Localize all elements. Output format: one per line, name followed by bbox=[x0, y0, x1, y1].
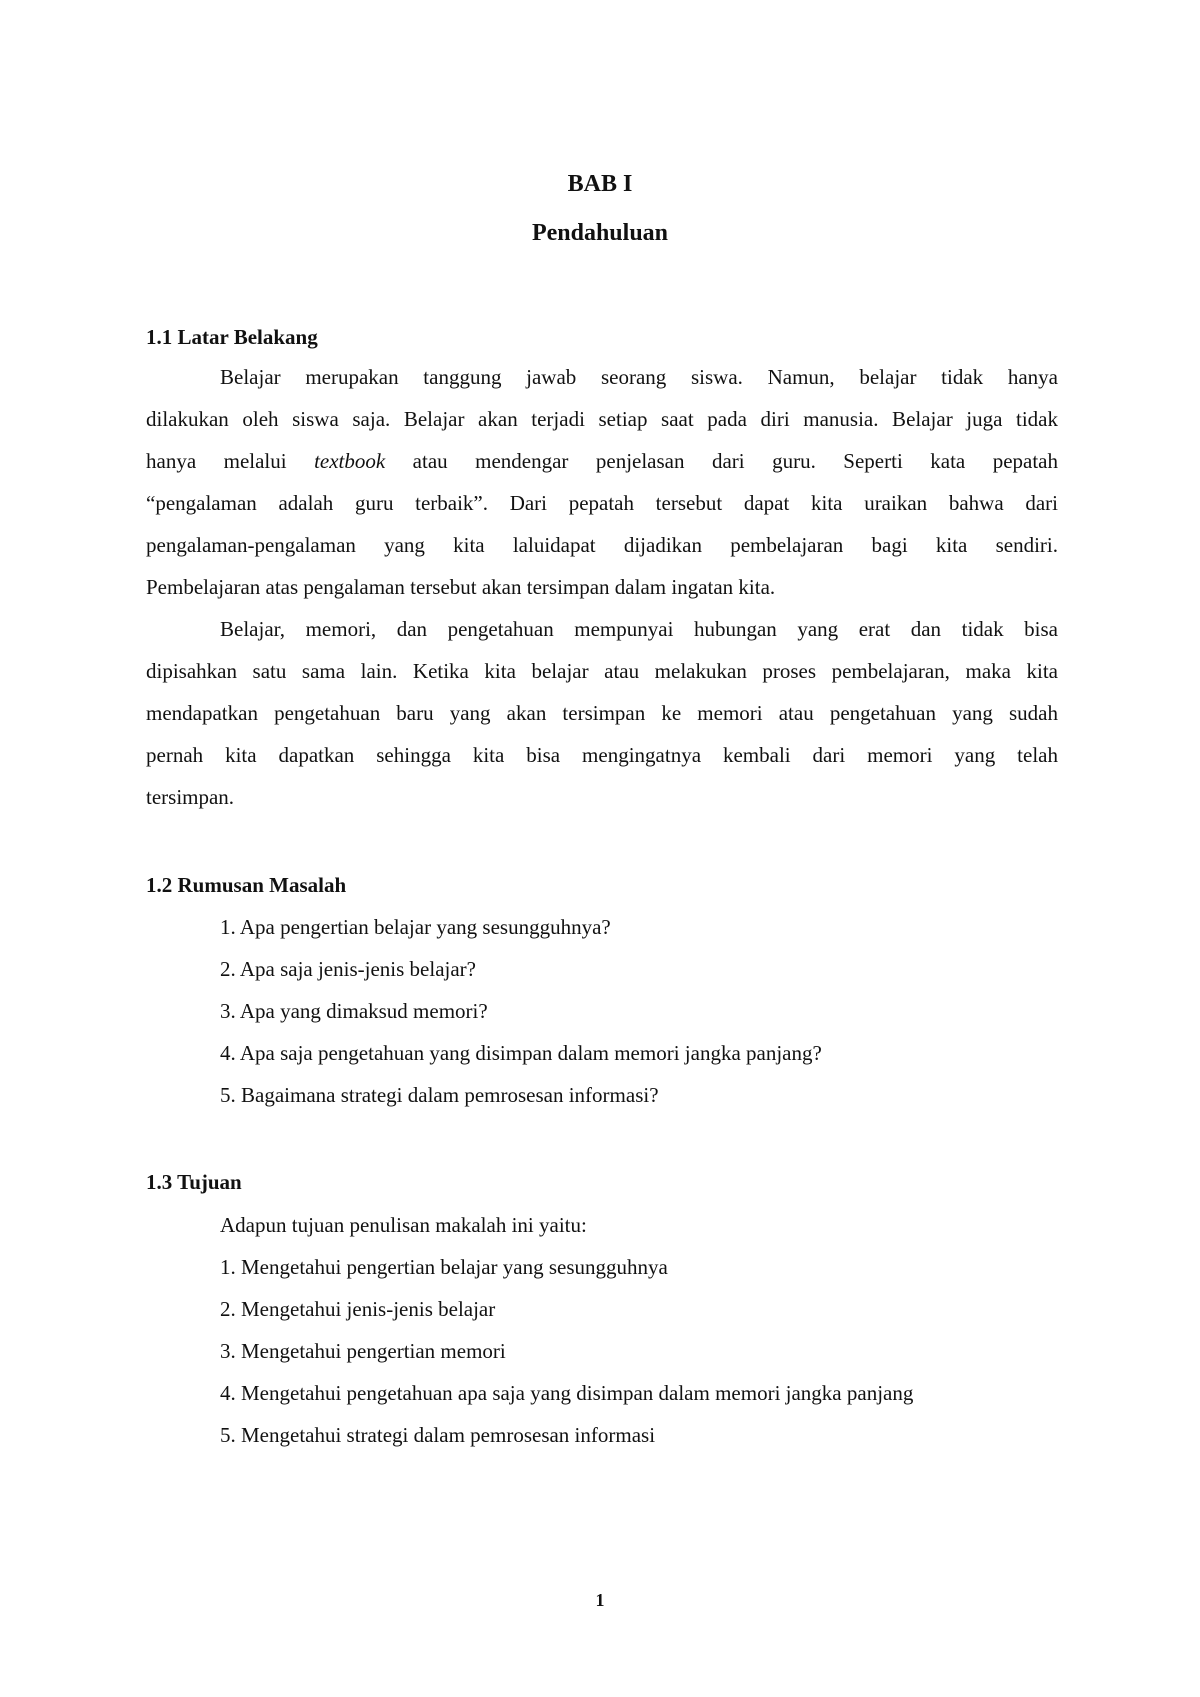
section-heading-rumusan-masalah: 1.2 Rumusan Masalah bbox=[146, 873, 347, 897]
section-heading-latar-belakang: 1.1 Latar Belakang bbox=[146, 325, 318, 349]
paragraph-latar-belakang-1 bbox=[146, 356, 1058, 608]
text-segment: atau mendengar penjelasan dari guru. Seperti kata pepatah bbox=[385, 449, 1058, 473]
chapter-label: BAB I bbox=[567, 171, 633, 197]
paragraph-line bbox=[146, 440, 1058, 482]
chapter-title: Pendahuluan bbox=[531, 220, 669, 246]
paragraph-line: dipisahkan satu sama lain. Ketika kita belajar atau melakukan proses pembelajaran, maka kita bbox=[146, 659, 1058, 683]
paragraph-line: pernah kita dapatkan sehingga kita bisa mengingatnya kembali dari memori yang telah bbox=[146, 743, 1058, 767]
text-segment: hanya melalui bbox=[146, 449, 315, 473]
paragraph-line: pengalaman-pengalaman yang kita laluidapat dijadikan pembelajaran bagi kita sendiri. bbox=[146, 533, 1058, 557]
list-item: 3. Mengetahui pengertian memori bbox=[220, 1339, 506, 1363]
list-intro: Adapun tujuan penulisan makalah ini yaitu: bbox=[220, 1213, 587, 1237]
list-item: 4. Apa saja pengetahuan yang disimpan dalam memori jangka panjang? bbox=[220, 1041, 822, 1065]
paragraph-line: mendapatkan pengetahuan baru yang akan tersimpan ke memori atau pengetahuan yang sudah bbox=[146, 701, 1058, 725]
paragraph-line: dilakukan oleh siswa saja. Belajar akan terjadi setiap saat pada diri manusia. Belajar juga tidak bbox=[146, 407, 1058, 431]
italic-term: textbook bbox=[314, 449, 386, 473]
paragraph-line: Belajar merupakan tanggung jawab seorang siswa. Namun, belajar tidak hanya bbox=[220, 365, 1058, 389]
paragraph-latar-belakang-2 bbox=[146, 608, 1058, 818]
list-item: 5. Mengetahui strategi dalam pemrosesan informasi bbox=[220, 1423, 656, 1447]
list-item: 4. Mengetahui pengetahuan apa saja yang disimpan dalam memori jangka panjang bbox=[220, 1381, 914, 1405]
list-item: 1. Mengetahui pengertian belajar yang sesungguhnya bbox=[220, 1255, 668, 1279]
list-item: 5. Bagaimana strategi dalam pemrosesan informasi? bbox=[220, 1083, 659, 1107]
list-item: 3. Apa yang dimaksud memori? bbox=[220, 999, 488, 1023]
paragraph-line: Belajar, memori, dan pengetahuan mempunyai hubungan yang erat dan tidak bisa bbox=[220, 617, 1058, 641]
list-item: 2. Apa saja jenis-jenis belajar? bbox=[220, 957, 476, 981]
list-item: 1. Apa pengertian belajar yang sesungguhnya? bbox=[220, 915, 611, 939]
paragraph-line: tersimpan. bbox=[146, 785, 235, 809]
paragraph-line: “pengalaman adalah guru terbaik”. Dari pepatah tersebut dapat kita uraikan bahwa dari bbox=[146, 491, 1058, 515]
paragraph-line: Pembelajaran atas pengalaman tersebut akan tersimpan dalam ingatan kita. bbox=[146, 575, 776, 599]
list-item: 2. Mengetahui jenis-jenis belajar bbox=[220, 1297, 496, 1321]
page-number: 1 bbox=[595, 1590, 605, 1610]
section-heading-tujuan: 1.3 Tujuan bbox=[146, 1170, 242, 1194]
